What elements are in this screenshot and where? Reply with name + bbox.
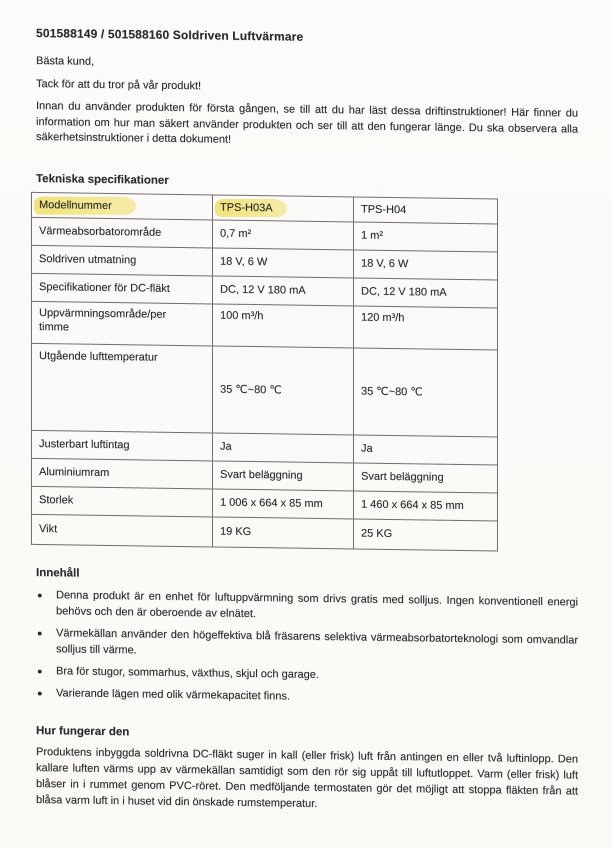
how-it-works-heading: Hur fungerar den: [36, 724, 130, 738]
list-item: [36, 587, 578, 627]
spec-value-cell: 19 KG: [213, 516, 354, 548]
spec-value-cell: Ja: [213, 432, 354, 462]
list-item: [36, 625, 578, 665]
bullet-icon: ●: [37, 627, 43, 638]
bullet-text: Denna produkt är en enhet för luftuppvärmning som drivs gratis med solljus. Ingen konventionell energi behövs och den är oberoende av elnätet.: [56, 588, 578, 620]
greeting-text: Bästa kund,: [36, 55, 95, 68]
spec-label-cell: Specifikationer för DC-fläkt: [32, 273, 213, 304]
spec-value-cell: Ja: [354, 434, 498, 464]
spec-value-cell: 1 006 x 664 x 85 mm: [213, 488, 354, 518]
spec-value-cell: TPS-H04: [354, 196, 498, 223]
bullet-icon: ●: [37, 665, 43, 676]
table-row: [32, 343, 498, 437]
bullet-text: Varierande lägen med olik värmekapacitet finns.: [56, 686, 290, 703]
spec-value-cell: 100 m³/h: [213, 303, 354, 347]
bullet-list: [36, 587, 578, 709]
spec-label-cell: Aluminiumram: [32, 458, 213, 489]
highlight-mark: TPS-H03A: [220, 201, 273, 214]
spec-value-cell: Svart beläggning: [354, 462, 498, 492]
list-item: [36, 663, 578, 687]
spec-value-cell: 35 ℃~80 ℃: [213, 345, 354, 434]
spec-value-cell: 0,7 m²: [213, 219, 354, 249]
spec-value-cell: [213, 194, 354, 221]
bullet-text: Bra för stugor, sommarhus, växthus, skjul och garage.: [56, 664, 319, 681]
spec-value-cell: 18 V, 6 W: [354, 249, 498, 279]
intro-paragraph: Innan du använder produkten för första gången, se till att du har läst dessa driftinstruktioner! Här finner du information om hur man säkert använder produkten och ser till att den fungerar länge. Du ska observera alla säkerhetsinstruktioner i detta dokument!: [36, 100, 578, 146]
spec-value-cell: 25 KG: [354, 518, 498, 550]
bullet-text: Värmekällan använder den högeffektiva blå fräsarens selektiva värmeabsorbatorteknologi som omvandlar solljus till värme.: [56, 626, 578, 656]
scanned-document-page: [36, 26, 578, 815]
spec-value-cell: DC, 12 V 180 mA: [354, 277, 498, 307]
thanks-text: Tack för att du tror på vår produkt!: [36, 77, 202, 92]
spec-label-cell: Värmeabsorbatorområde: [32, 217, 213, 248]
how-it-works-paragraph: Produktens inbyggda soldrivna DC-fläkt suger in kall (eller frisk) luft från antingen en eller två luftinlopp. Den kallare luften värms upp av värmekällan samtidigt som den rör sig uppåt till luftutloppet. Varm (eller frisk) luft blåser in i rummet genom PVC-röret. Den medföljande termostaten gör det möjligt att stoppa fläkten från att blåsa varm luft in i huset vid din önskade rumstemperatur.: [36, 745, 578, 810]
spec-label-cell: Vikt: [32, 514, 213, 547]
spec-label-cell: Storlek: [32, 486, 213, 517]
specs-table: [31, 191, 498, 551]
spec-value-cell: 18 V, 6 W: [213, 247, 354, 277]
bullet-icon: ●: [37, 589, 43, 600]
highlight-mark: Modellnummer: [39, 198, 112, 212]
contents-heading: Innehåll: [36, 566, 80, 580]
table-row: [32, 301, 498, 350]
bullet-icon: ●: [37, 687, 43, 698]
spec-label-cell: Justerbart luftintag: [32, 430, 213, 461]
spec-label-cell: Soldriven utmatning: [32, 245, 213, 276]
specs-heading: Tekniska specifikationer: [36, 172, 169, 187]
page-title: 501588149 / 501588160 Soldriven Luftvärmare: [36, 26, 304, 44]
spec-value-cell: 1 460 x 664 x 85 mm: [354, 490, 498, 520]
spec-value-cell: 120 m³/h: [354, 305, 498, 349]
spec-value-cell: 1 m²: [354, 221, 498, 251]
spec-label-cell: Utgående lufttemperatur: [32, 343, 213, 433]
spec-value-cell: Svart beläggning: [213, 460, 354, 490]
table-row: [32, 514, 498, 551]
spec-label-cell: Uppvärmningsområde/per timme: [32, 301, 213, 346]
list-item: [36, 685, 578, 709]
spec-value-cell: DC, 12 V 180 mA: [213, 275, 354, 305]
spec-value-cell: 35 ℃~80 ℃: [354, 347, 498, 436]
spec-label-cell: [32, 192, 213, 220]
